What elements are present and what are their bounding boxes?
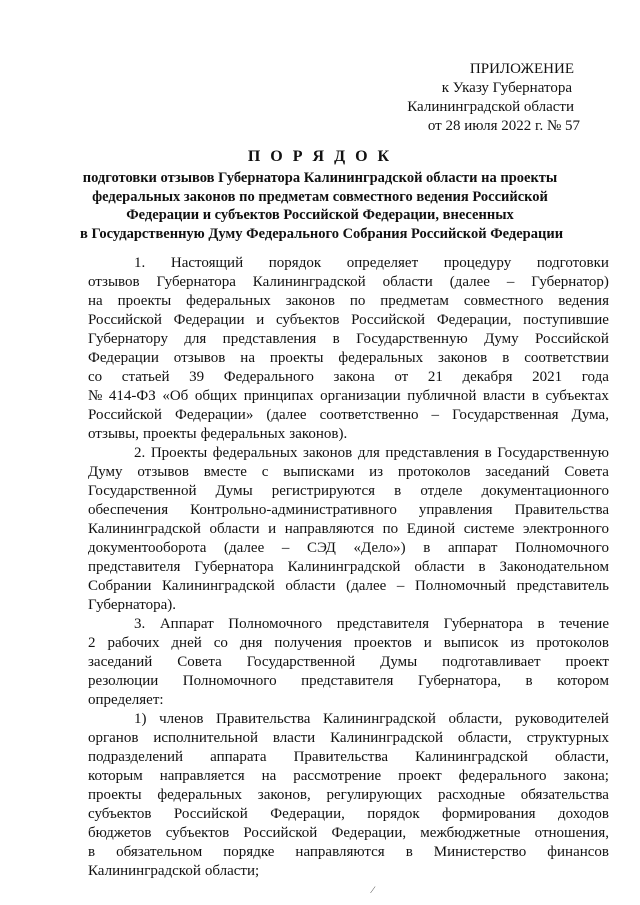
subtitle-line: подготовки отзывов Губернатора Калининградской области на проекты xyxy=(82,170,558,186)
paragraph-line: Думу отзывов вместе с выписками из протоколов заседаний Совета xyxy=(88,464,609,480)
paragraph-line: Российской Федерации и субъектов Российской Федерации, поступившие xyxy=(88,312,609,328)
paragraph-line: Государственной Думы регистрируются в отделе документационного xyxy=(88,483,609,499)
paragraph-line: представителя Губернатора Калининградской области в Законодательном xyxy=(88,559,609,575)
paragraph-line: на проекты федеральных законов по предметам совместного ведения xyxy=(88,293,609,309)
paragraph-line: Калининградской области и направляются по Единой системе электронного xyxy=(88,521,609,537)
subtitle-line: в Государственную Думу Федерального Собрания Российской Федерации xyxy=(80,225,564,242)
paragraph-line: определяет: xyxy=(88,692,164,708)
appendix-title: ПРИЛОЖЕНИЕ xyxy=(469,61,574,77)
paragraph-line: подразделений аппарата Правительства Калининградской области, xyxy=(88,749,609,765)
paragraph-line: Губернатора). xyxy=(88,597,177,613)
paragraph-line: со статьей 39 Федерального закона от 21 декабря 2021 года xyxy=(88,369,609,385)
paragraph-line: бюджетов субъектов Российской Федерации, межбюджетные отношения, xyxy=(88,825,609,841)
paragraph xyxy=(88,254,609,444)
paragraph-line: которым направляется на рассмотрение проект федерального закона; xyxy=(88,768,609,784)
paragraph-line: № 414-ФЗ «Об общих принципах организации публичной власти в субъектах xyxy=(88,388,609,404)
paragraph xyxy=(88,710,609,881)
paragraph-line: проекты федеральных законов, регулирующих расходные обязательства xyxy=(88,787,609,803)
paragraph-line: Калининградской области; xyxy=(88,863,260,879)
document-body xyxy=(88,254,609,881)
paragraph-line: 3. Аппарат Полномочного представителя Губернатора в течение xyxy=(134,616,609,632)
paragraph-line: отзывы, проекты федеральных законов). xyxy=(88,426,348,442)
appendix-to-decree: к Указу Губернатора xyxy=(441,80,572,96)
subtitle-line: федеральных законов по предметам совместного ведения Российской xyxy=(92,188,548,205)
paragraph-line: Собрании Калининградской области (далее – Полномочный представитель xyxy=(88,578,609,594)
paragraph-line: 1. Настоящий порядок определяет процедуру подготовки xyxy=(134,255,609,271)
paragraph-line: отзывов Губернатора Калининградской области (далее – Губернатор) xyxy=(88,274,609,290)
paragraph-line: Российской Федерации» (далее соответственно – Государственная Дума, xyxy=(88,407,609,423)
subtitle-line: Федерации и субъектов Российской Федерации, внесенных xyxy=(126,207,514,223)
footer-mark: ∕ xyxy=(372,885,374,896)
paragraph-line: 2 рабочих дней со дня получения проектов и выписок из протоколов xyxy=(88,635,609,651)
document-title: П О Р Я Д О К xyxy=(247,148,393,165)
paragraph-line: 1) членов Правительства Калининградской области, руководителей xyxy=(134,711,609,727)
paragraph-line: в обязательном порядке направляются в Министерство финансов xyxy=(88,844,609,860)
paragraph-line: субъектов Российской Федерации, порядок формирования доходов xyxy=(88,806,609,822)
paragraph-line: документооборота (далее – СЭД «Дело») в аппарат Полномочного xyxy=(88,540,609,556)
appendix-block xyxy=(400,60,610,136)
paragraph-line: 2. Проекты федеральных законов для представления в Государственную xyxy=(134,445,609,461)
appendix-region: Калининградской области xyxy=(407,99,574,115)
paragraph-line: Губернатору для представления в Государственную Думу Российской xyxy=(88,331,609,347)
paragraph xyxy=(88,615,609,710)
paragraph-line: резолюции Полномочного представителя Губернатора, в котором xyxy=(88,673,609,689)
document-subtitle xyxy=(80,169,564,243)
paragraph-line: органов исполнительной власти Калининградской области, структурных xyxy=(88,730,609,746)
paragraph-line: заседаний Совета Государственной Думы подготавливает проект xyxy=(88,654,609,670)
appendix-date-line: от 28 июля 2022 г. № 57 xyxy=(427,118,580,134)
paragraph-line: Федерации отзывов на проекты федеральных законов в соответствии xyxy=(88,350,609,366)
paragraph xyxy=(88,444,609,615)
paragraph-line: обеспечения Контрольно-административного управления Правительства xyxy=(88,502,609,518)
